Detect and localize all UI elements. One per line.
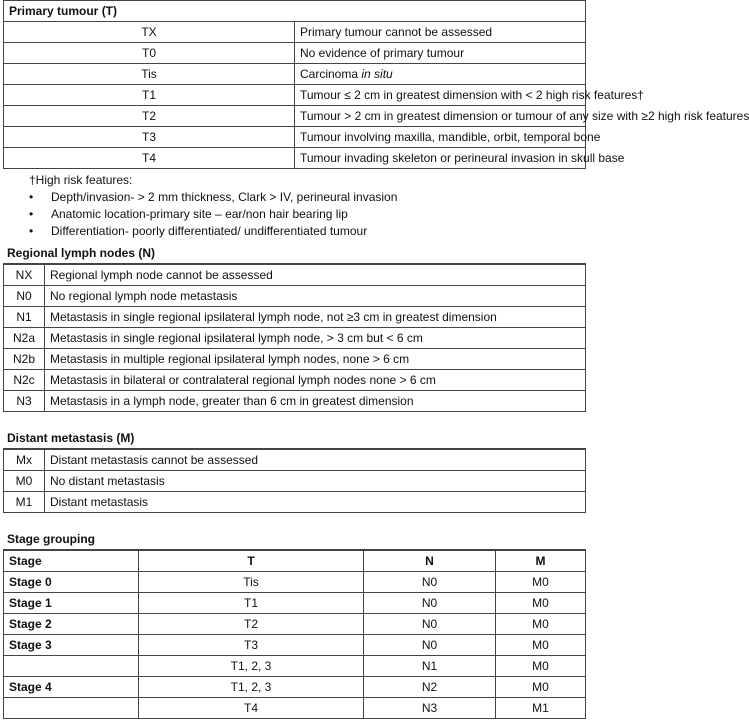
n-cell: N0	[364, 593, 496, 614]
m-code: M0	[4, 471, 45, 492]
m-cell: M0	[496, 593, 586, 614]
t-description-italic: in situ	[361, 67, 393, 81]
stage-cell: Stage 0	[4, 572, 139, 593]
list-item-text: Differentiation- poorly differentiated/ undifferentiated tumour	[51, 224, 368, 238]
table-row	[4, 572, 586, 593]
table-row	[4, 593, 586, 614]
primary-tumour-table	[3, 0, 749, 169]
stage-cell: Stage 2	[4, 614, 139, 635]
bullet-icon: •	[29, 207, 34, 221]
table-row	[4, 349, 586, 370]
t-cell: T2	[139, 614, 364, 635]
table-row	[4, 471, 586, 492]
m-description: No distant metastasis	[45, 471, 586, 492]
n-code: N2b	[4, 349, 45, 370]
m-cell: M0	[496, 635, 586, 656]
n-description: Regional lymph node cannot be assessed	[45, 265, 586, 286]
stage-grouping-title: Stage grouping	[3, 529, 586, 550]
primary-tumour-title: Primary tumour (T)	[4, 1, 586, 22]
t-code: T3	[4, 127, 295, 148]
table-row	[4, 635, 586, 656]
t-cell: T3	[139, 635, 364, 656]
m-cell: M0	[496, 572, 586, 593]
n-cell: N0	[364, 614, 496, 635]
t-code: TX	[4, 22, 295, 43]
column-header-n: N	[364, 551, 496, 572]
t-cell: T4	[139, 698, 364, 719]
n-code: N2c	[4, 370, 45, 391]
t-description: Tumour > 2 cm in greatest dimension or tumour of any size with ≥2 high risk features	[295, 106, 586, 127]
table-row	[4, 286, 586, 307]
m-code: Mx	[4, 450, 45, 471]
table-row	[4, 127, 586, 148]
column-header-t: T	[139, 551, 364, 572]
t-description-text: Carcinoma	[300, 67, 362, 81]
stage-cell: Stage 3	[4, 635, 139, 656]
stage-grouping-table	[3, 550, 586, 719]
list-item	[29, 206, 586, 223]
t-cell: T1, 2, 3	[139, 677, 364, 698]
n-description: Metastasis in bilateral or contralateral regional lymph nodes none > 6 cm	[45, 370, 586, 391]
lymph-nodes-table	[3, 264, 586, 412]
t-cell: Tis	[139, 572, 364, 593]
table-row	[4, 328, 586, 349]
table-row	[4, 22, 586, 43]
list-item-text: Depth/invasion- > 2 mm thickness, Clark > IV, perineural invasion	[51, 190, 398, 204]
table-row	[4, 614, 586, 635]
m-cell: M0	[496, 614, 586, 635]
t-description: No evidence of primary tumour	[295, 43, 586, 64]
n-cell: N0	[364, 572, 496, 593]
t-description: Primary tumour cannot be assessed	[295, 22, 586, 43]
table-row	[4, 492, 586, 513]
lymph-nodes-title: Regional lymph nodes (N)	[3, 243, 586, 264]
m-cell: M0	[496, 656, 586, 677]
t-code: T2	[4, 106, 295, 127]
n-cell: N0	[364, 635, 496, 656]
high-risk-list	[29, 189, 586, 240]
n-cell: N1	[364, 656, 496, 677]
bullet-icon: •	[29, 190, 34, 204]
t-code: Tis	[4, 64, 295, 85]
m-cell: M0	[496, 677, 586, 698]
list-item-text: Anatomic location-primary site – ear/non hair bearing lip	[51, 207, 348, 221]
table-row	[4, 307, 586, 328]
t-cell: T1	[139, 593, 364, 614]
n-description: Metastasis in a lymph node, greater than 6 cm in greatest dimension	[45, 391, 586, 412]
n-code: N1	[4, 307, 45, 328]
n-code: N3	[4, 391, 45, 412]
table-row	[4, 391, 586, 412]
table-row	[4, 677, 586, 698]
spacer	[3, 513, 586, 529]
table-row	[4, 450, 586, 471]
n-cell: N2	[364, 677, 496, 698]
list-item	[29, 223, 586, 240]
m-description: Distant metastasis cannot be assessed	[45, 450, 586, 471]
stage-cell: Stage 1	[4, 593, 139, 614]
t-code: T0	[4, 43, 295, 64]
spacer	[3, 412, 586, 428]
m-code: M1	[4, 492, 45, 513]
t-code: T1	[4, 85, 295, 106]
table-row	[4, 265, 586, 286]
n-code: N2a	[4, 328, 45, 349]
t-description	[295, 64, 586, 85]
table-row	[4, 148, 586, 169]
t-code: T4	[4, 148, 295, 169]
bullet-icon: •	[29, 224, 34, 238]
distant-metastasis-table	[3, 449, 586, 513]
n-code: NX	[4, 265, 45, 286]
column-header-stage: Stage	[4, 551, 139, 572]
n-description: Metastasis in single regional ipsilateral lymph node, > 3 cm but < 6 cm	[45, 328, 586, 349]
table-row	[4, 64, 586, 85]
n-cell: N3	[364, 698, 496, 719]
column-header-m: M	[496, 551, 586, 572]
table-row	[4, 106, 586, 127]
n-code: N0	[4, 286, 45, 307]
distant-metastasis-title: Distant metastasis (M)	[3, 428, 586, 449]
t-description: Tumour involving maxilla, mandible, orbit, temporal bone	[295, 127, 586, 148]
table-row	[4, 370, 586, 391]
high-risk-note	[3, 172, 586, 240]
t-description: Tumour invading skeleton or perineural invasion in skull base	[295, 148, 586, 169]
table-header-row	[4, 551, 586, 572]
t-description: Tumour ≤ 2 cm in greatest dimension with < 2 high risk features†	[295, 85, 586, 106]
stage-cell: Stage 4	[4, 677, 139, 698]
stage-cell	[4, 698, 139, 719]
table-row	[4, 43, 586, 64]
table-row	[4, 698, 586, 719]
n-description: No regional lymph node metastasis	[45, 286, 586, 307]
list-item	[29, 189, 586, 206]
m-cell: M1	[496, 698, 586, 719]
t-cell: T1, 2, 3	[139, 656, 364, 677]
m-description: Distant metastasis	[45, 492, 586, 513]
high-risk-heading: †High risk features:	[29, 173, 133, 187]
table-row	[4, 85, 586, 106]
staging-document	[3, 0, 749, 719]
n-description: Metastasis in single regional ipsilateral lymph node, not ≥3 cm in greatest dimension	[45, 307, 586, 328]
stage-cell	[4, 656, 139, 677]
n-description: Metastasis in multiple regional ipsilateral lymph nodes, none > 6 cm	[45, 349, 586, 370]
table-row	[4, 656, 586, 677]
